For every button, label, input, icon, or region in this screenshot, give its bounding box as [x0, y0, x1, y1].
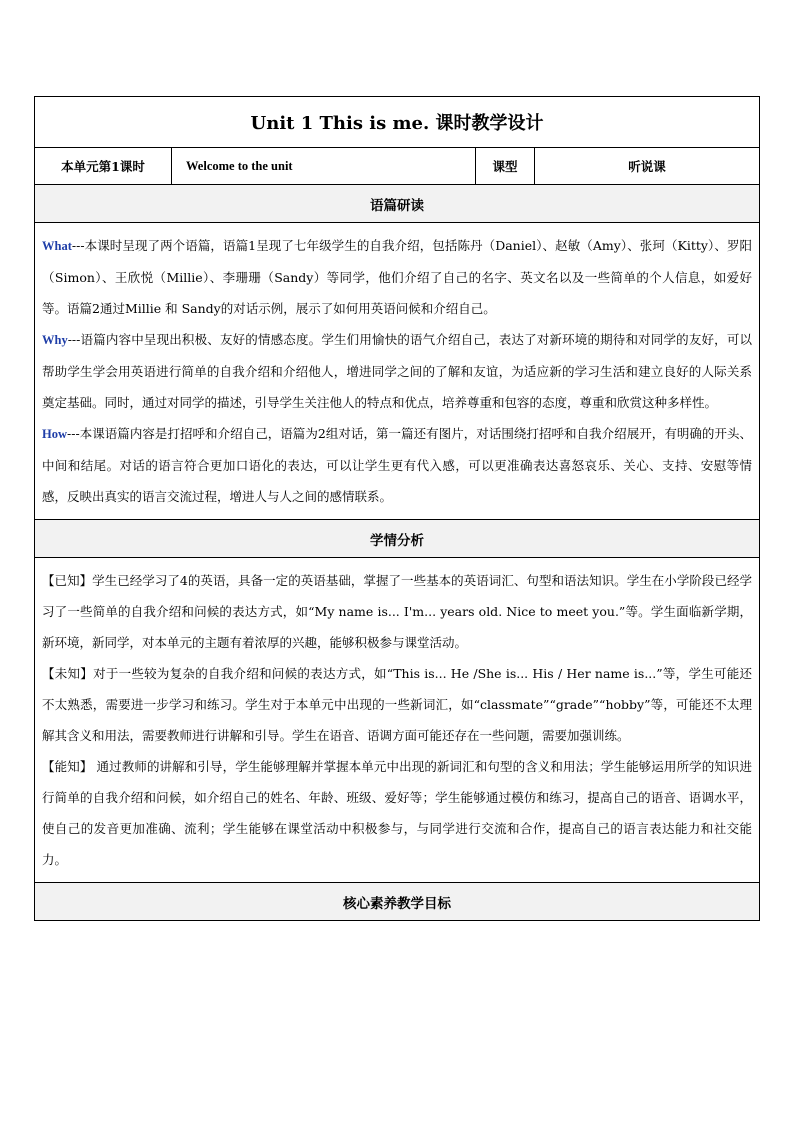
paragraph-ability: 【能知】 通过教师的讲解和引导，学生能够理解并掌握本单元中出现的新词汇和句型的含义和用法；学生能够运用所学的知识进行简单的自我介绍和问候，如介绍自己的姓名、年龄、班级、爱好等；学生能够通过模仿和练习，提高自己的语音、语调水平，使自己的发音更加准确、流利；学生能够在课堂活动中积极参与，与同学进行交流和合作，提高自己的语言表达能力和社交能力。 — [42, 759, 753, 867]
type-label: 课型 — [476, 148, 535, 185]
lesson-label: 本单元第1课时 — [35, 148, 172, 185]
paragraph-how — [42, 418, 752, 512]
section-header-text-analysis: 语篇研读 — [35, 185, 760, 223]
paragraph-known: 【已知】学生已经学习了4的英语，具备一定的英语基础，掌握了一些基本的英语词汇、句型和语法知识。学生在小学阶段已经学习了一些简单的自我介绍和问候的表达方式，如“My name is... I'm... years old. Nice to meet you.”等。学生面临新学期，新环境，新同学，对本单元的主题有着浓厚的兴趣，能够积极参与课堂活动。 — [42, 573, 753, 650]
lesson-plan-table — [34, 96, 760, 921]
lesson-value: Welcome to the unit — [172, 148, 476, 185]
document-title: Unit 1 This is me. 课时教学设计 — [35, 97, 760, 148]
paragraph-text: ---本课语篇内容是打招呼和介绍自己，语篇为2组对话，第一篇还有图片，对话围绕打招呼和自我介绍展开，有明确的开头、中间和结尾。对话的语言符合更加口语化的表达，可以让学生更有代入感，可以更准确表达喜怒哀乐、关心、支持、安慰等情感，反映出真实的语言交流过程，增进人与人之间的感情联系。 — [42, 426, 753, 504]
section-header-core-objectives: 核心素养教学目标 — [35, 883, 760, 921]
paragraph-what — [42, 230, 752, 324]
text-analysis-body — [35, 223, 760, 520]
section-header-student-analysis: 学情分析 — [35, 520, 760, 558]
paragraph-why — [42, 324, 752, 418]
keyword-what: What — [42, 239, 72, 253]
paragraph-unknown: 【未知】对于一些较为复杂的自我介绍和问候的表达方式，如“This is... He /She is... His / Her name is...”等，学生可能还不太熟悉，需要进一步学习和练习。学生对于本单元中出现的一些新词汇，如“classmate”“grade”“hobby”等，可能还不太理解其含义和用法，需要教师进行讲解和引导。学生在语音、语调方面可能还存在一些问题，需要加强训练。 — [42, 666, 753, 743]
paragraph-text: ---本课时呈现了两个语篇，语篇1呈现了七年级学生的自我介绍，包括陈丹（Daniel）、赵敏（Amy）、张珂（Kitty）、罗阳（Simon）、王欣悦（Millie）、李珊珊（Sandy）等同学，他们介绍了自己的名字、英文名以及一些简单的个人信息，如爱好等。语篇2通过Millie 和 Sandy的对话示例，展示了如何用英语问候和介绍自己。 — [42, 238, 753, 316]
type-value: 听说课 — [535, 148, 760, 185]
paragraph-text: ---语篇内容中呈现出积极、友好的情感态度。学生们用愉快的语气介绍自己，表达了对新环境的期待和对同学的友好，可以帮助学生学会用英语进行简单的自我介绍和介绍他人，增进同学之间的了解和友谊，为适应新的学习生活和建立良好的人际关系奠定基础。同时，通过对同学的描述，引导学生关注他人的特点和优点，培养尊重和包容的态度，尊重和欣赏这种多样性。 — [42, 332, 753, 410]
keyword-why: Why — [42, 333, 68, 347]
student-analysis-body — [35, 558, 760, 883]
keyword-how: How — [42, 427, 67, 441]
